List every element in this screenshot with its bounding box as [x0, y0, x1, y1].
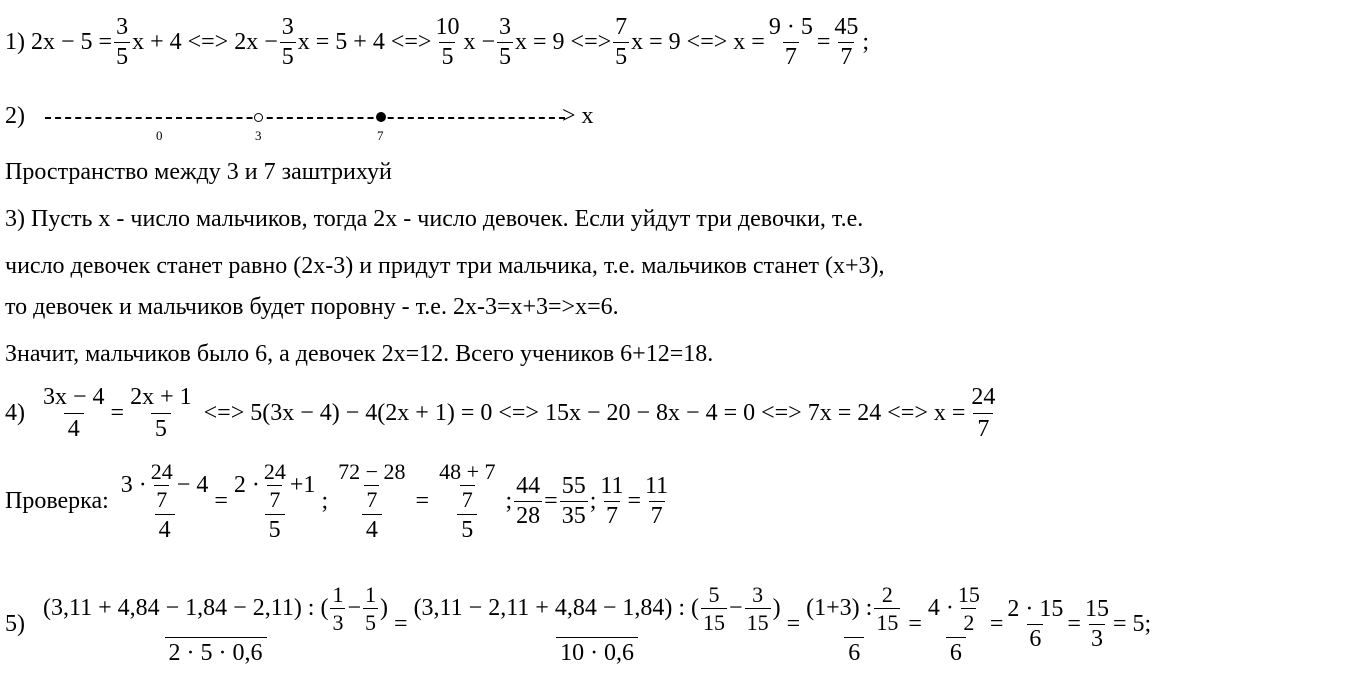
eq-part: <=> 5(3x − 4) − 4(2x + 1) = 0 <=> 15x − 20 − 8x − 4 = 0 <=> 7x = 24 <=> x = [203, 400, 966, 427]
complex-fraction: 3 · $\frac{24}{7}$ − 4 4 [120, 459, 209, 544]
fraction: $\frac{24}{7}$ [971, 384, 996, 443]
tick-label-7: 7 [377, 128, 384, 143]
number-line [45, 117, 565, 119]
fraction: $\frac{3}{5}$ [499, 14, 511, 71]
eq-part: 2x − 5 = [31, 29, 113, 56]
eq-part: ; [589, 488, 597, 515]
eq-part: x = 5 + 4 <=> [297, 29, 432, 56]
task-3-line-2: число девочек станет равно (2х-3) и придут три мальчика, т.е. мальчиков станет (х+3), [5, 253, 885, 279]
task-2-note: Пространство между 3 и 7 заштрихуй [5, 159, 392, 185]
fraction: $\frac{3x - 4}{4}$ [43, 384, 105, 443]
fraction: $\frac{7}{5}$ [615, 14, 628, 71]
complex-fraction: (1+3) : $\frac{2}{15}$ 6 [806, 582, 899, 667]
eq-part: = [110, 400, 125, 427]
complex-fraction: (3,11 + 4,84 − 1,84 − 2,11) : ( $\frac{1}{3}$ − $\frac{1}{5}$ ) 2 · 5 · 0,6 [43, 582, 389, 667]
fraction: $\frac{9 \cdot 5}{7}$ [768, 14, 813, 71]
filled-point-7 [376, 112, 386, 122]
check-label: Проверка: [5, 488, 109, 515]
tick-label-3: 3 [255, 128, 262, 143]
task-4-equation [5, 385, 1001, 442]
task-1-equation [5, 15, 869, 70]
task-4-number: 4) [5, 400, 25, 427]
eq-part: = [816, 29, 831, 56]
eq-part: ; [862, 29, 870, 56]
complex-fraction: $\frac{\frac{72 - 28}{7}}{4}$ [338, 459, 406, 544]
fraction: $\frac{10}{5}$ [435, 14, 460, 71]
eq-part: x + 4 <=> 2x − [132, 29, 278, 56]
fraction: $\frac{11}{7}$ [600, 473, 624, 530]
tick-label-0: 0 [156, 128, 163, 143]
task-5-number: 5) [5, 611, 25, 638]
complex-fraction: 4 · $\frac{15}{2}$ 6 [927, 582, 980, 667]
task-3-line-3: то девочек и мальчиков будет поровну - т.е. 2х-3=х+3=>х=6. [5, 294, 619, 320]
fraction: $\frac{11}{7}$ [645, 473, 669, 530]
complex-fraction: 2 · $\frac{24}{7}$ +1 5 [233, 459, 316, 544]
fraction: $\frac{44}{28}$ [516, 473, 541, 530]
eq-part: x − [463, 29, 495, 56]
eq-part: = [544, 488, 558, 515]
task-5-equation [5, 583, 1151, 666]
complex-fraction: $\frac{\frac{48 + 7}{7}}{5}$ [439, 459, 496, 544]
fraction: $\frac{2x + 1}{5}$ [130, 384, 192, 443]
eq-part: = 5; [1112, 611, 1152, 638]
eq-part: x = 9 <=> [515, 29, 612, 56]
task-2-number: 2) [5, 103, 25, 129]
eq-part: = [1067, 611, 1081, 638]
task-1-number: 1) [5, 29, 25, 56]
number-line-arrow: > x [562, 103, 594, 129]
fraction: $\frac{3}{5}$ [116, 14, 129, 71]
eq-part: ; [505, 488, 513, 515]
check-equation [5, 460, 672, 543]
eq-part: x = 9 <=> x = [631, 29, 765, 56]
eq-part: = [908, 611, 922, 638]
eq-part: = [415, 488, 430, 515]
fraction: $\frac{45}{7}$ [834, 14, 859, 71]
fraction: $\frac{2 \cdot 15}{6}$ [1007, 596, 1064, 653]
eq-part: = [989, 611, 1004, 638]
task-3-line-1: 3) Пусть х - число мальчиков, тогда 2х - число девочек. Если уйдут три девочки, т.е. [5, 206, 864, 232]
fraction: $\frac{15}{3}$ [1084, 596, 1109, 653]
eq-part: = [214, 488, 228, 515]
eq-part: ; [321, 488, 329, 515]
eq-part: = [394, 611, 408, 638]
fraction: $\frac{3}{5}$ [281, 14, 294, 71]
task-3-line-4: Значит, мальчиков было 6, а девочек 2х=12. Всего учеников 6+12=18. [5, 341, 714, 367]
fraction: $\frac{55}{35}$ [561, 473, 586, 530]
complex-fraction: (3,11 − 2,11 + 4,84 − 1,84) : ( $\frac{5}{15}$ − $\frac{3}{15}$ ) 10 · 0,6 [413, 582, 781, 667]
open-point-3 [254, 113, 263, 122]
eq-part: = [627, 488, 642, 515]
eq-part: = [786, 611, 801, 638]
